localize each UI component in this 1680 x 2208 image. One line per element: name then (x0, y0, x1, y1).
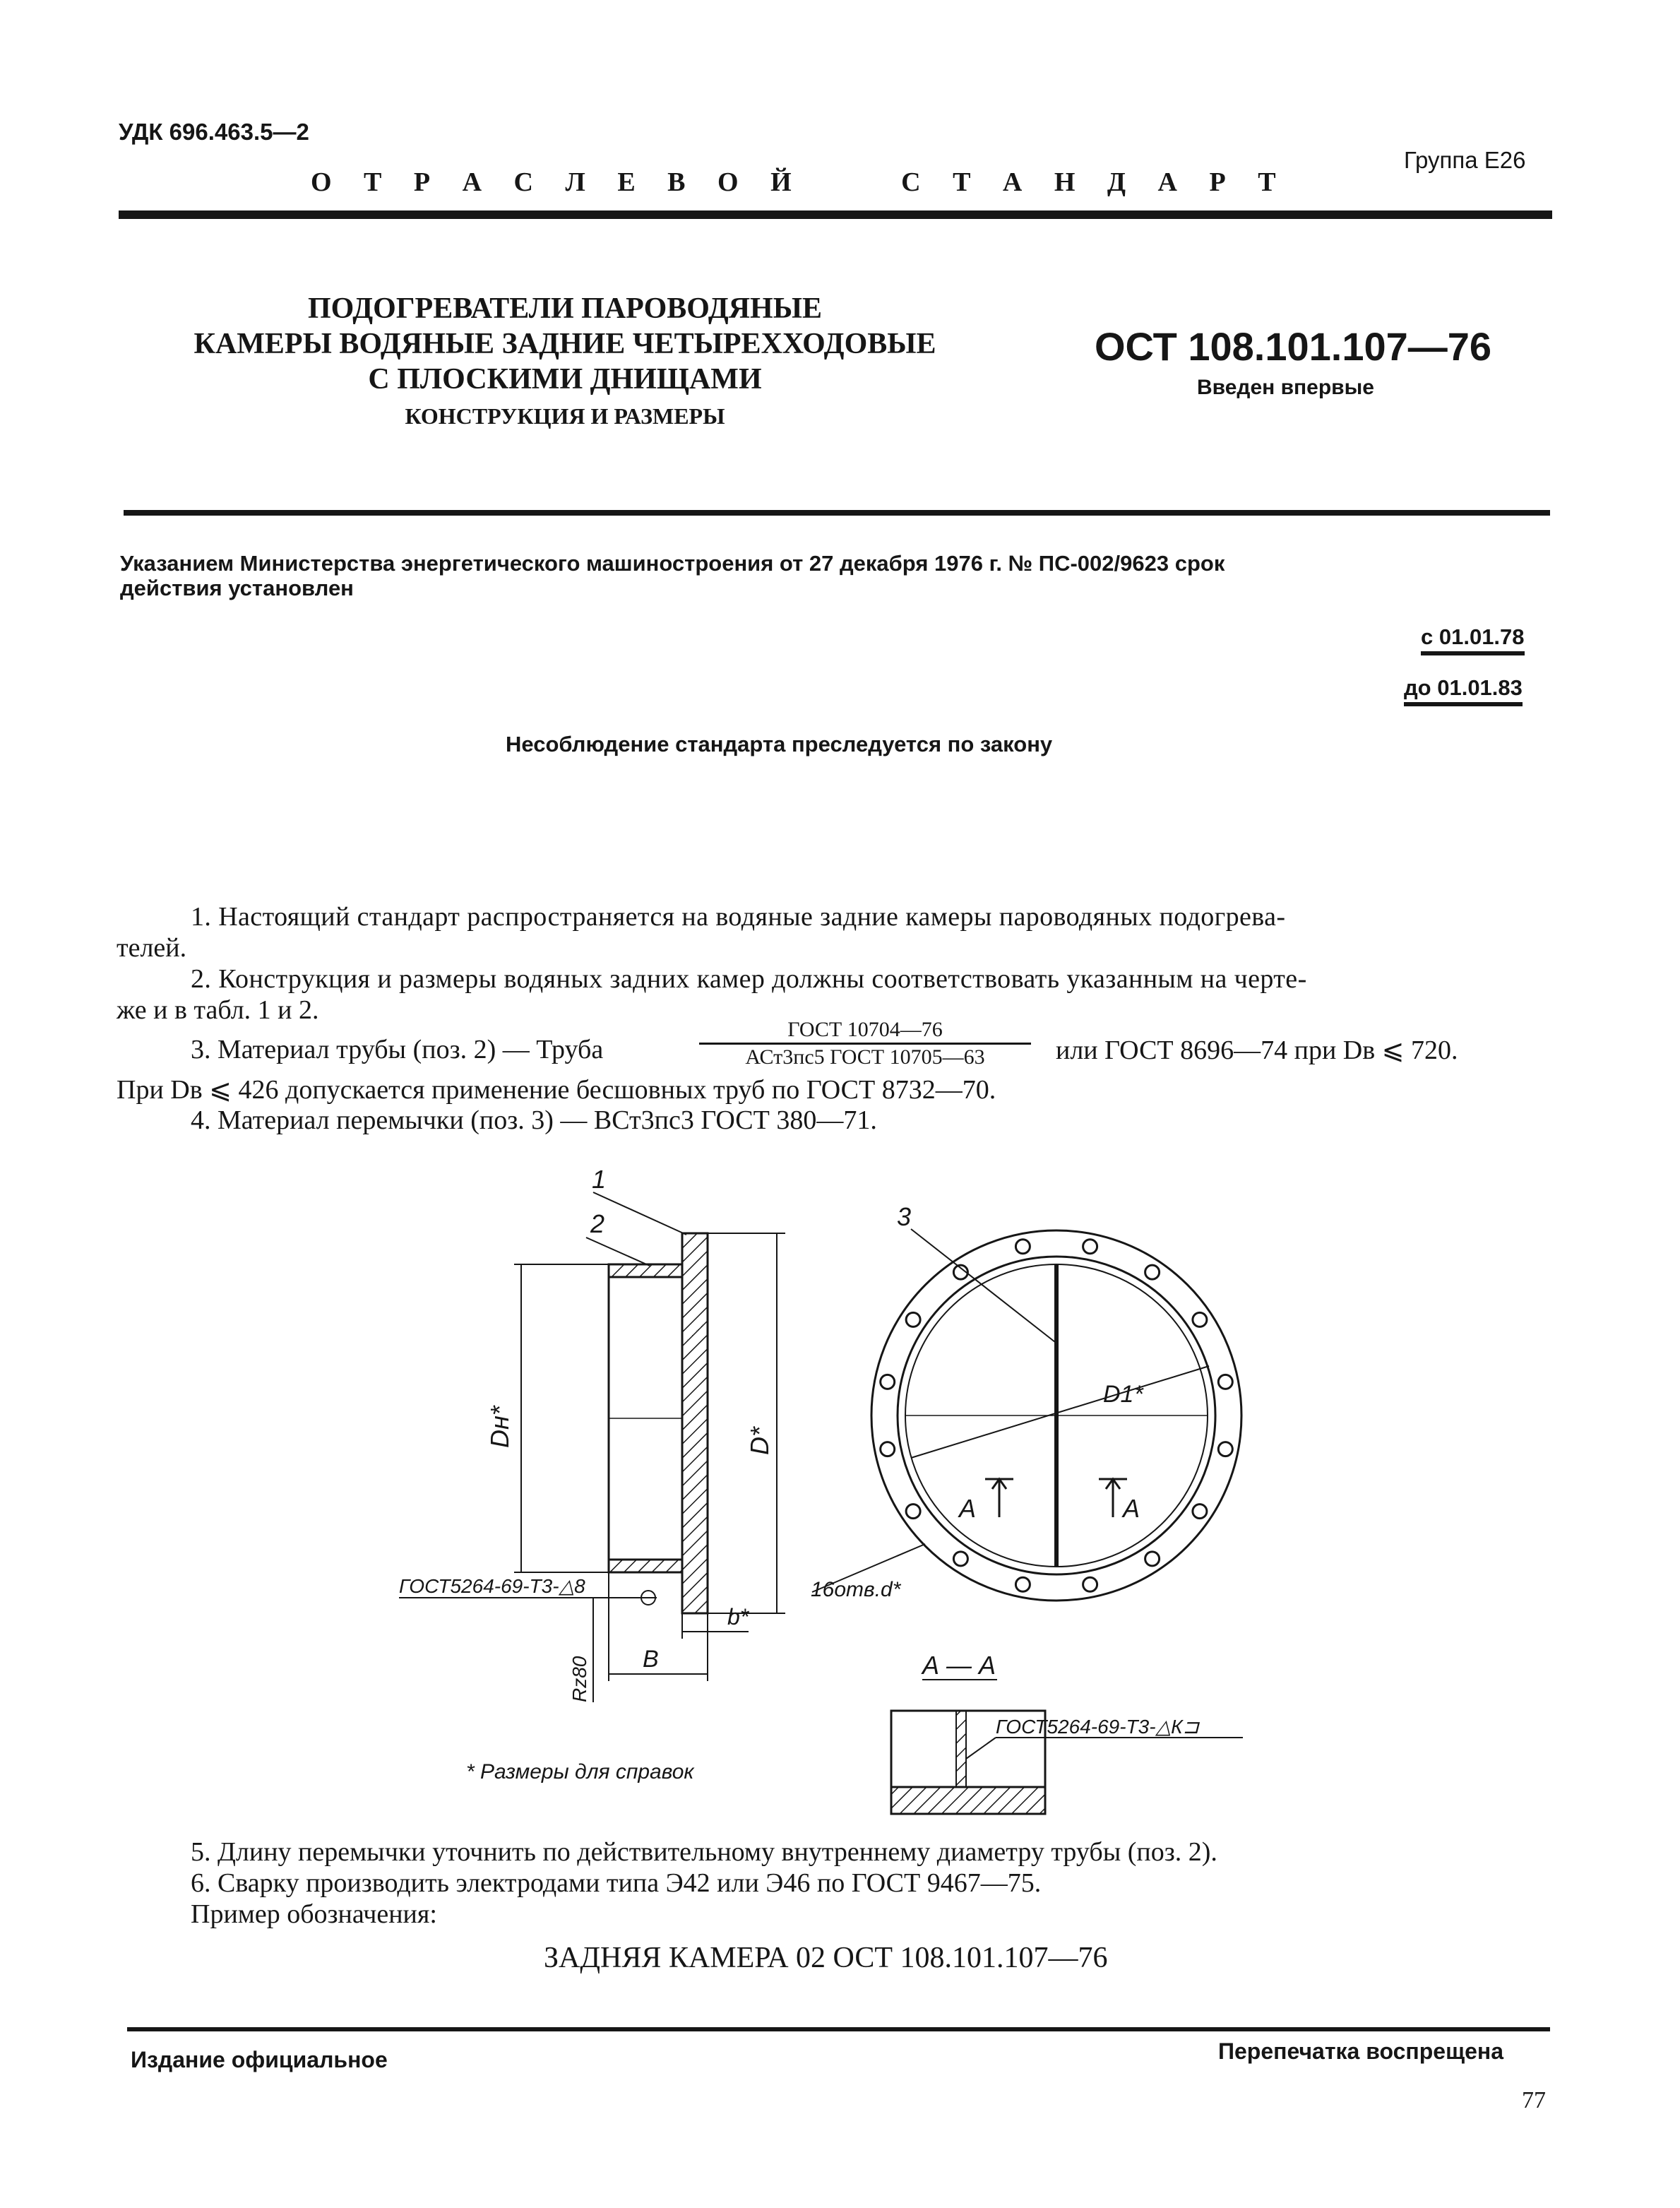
paragraph-1a: 1. Настоящий стандарт распространяется на водяные задние камеры пароводяных подогрева- (191, 902, 1286, 932)
bolt-hole (1193, 1312, 1207, 1326)
paragraph-3b: При Dв ⩽ 426 допускается применение бесшовных труб по ГОСТ 8732—70. (117, 1075, 996, 1105)
paragraph-3-pre: 3. Материал трубы (поз. 2) — Труба (191, 1035, 604, 1064)
weld2-label: ГОСТ5264-69-Т3-△К⊐ (996, 1716, 1200, 1738)
footer-rule (127, 2027, 1550, 2031)
front-view (812, 1229, 1241, 1601)
weld1-label: ГОСТ5264-69-Т3-△8 (399, 1575, 585, 1597)
bolt-hole (1193, 1504, 1207, 1519)
example-label: Пример обозначения: (191, 1899, 437, 1929)
drawing-note: * Размеры для справок (466, 1760, 694, 1783)
standard-number: ОСТ 108.101.107—76 (1095, 324, 1492, 369)
udk-code: УДК 696.463.5—2 (119, 119, 309, 145)
fraction-denominator: АСт3пс5 ГОСТ 10705—63 (745, 1045, 985, 1069)
bolt-hole (1083, 1577, 1097, 1591)
title-line-2: КАМЕРЫ ВОДЯНЫЕ ЗАДНИЕ ЧЕТЫРЕХХОДОВЫЕ (193, 328, 936, 360)
decree-line-2: действия установлен (120, 576, 354, 600)
section-plate (891, 1787, 1045, 1814)
bolt-hole (1015, 1577, 1030, 1591)
decree-line-1: Указанием Министерства энергетического машиностроения от 27 декабря 1976 г. № ПС-002/9623 срок (120, 551, 1225, 576)
law-notice: Несоблюдение стандарта преследуется по закону (506, 732, 1053, 756)
bolt-hole (906, 1312, 920, 1326)
bolt-hole (1218, 1375, 1232, 1389)
section-a-left: А (959, 1494, 977, 1523)
holes-label: 16отв.d* (811, 1578, 901, 1601)
bolt-hole (1145, 1265, 1160, 1279)
bolt-hole (906, 1504, 920, 1519)
pos2-label: 2 (590, 1209, 605, 1238)
footer-right: Перепечатка воспрещена (1218, 2038, 1503, 2064)
rz-label: Rz80 (568, 1656, 590, 1702)
example-designation: ЗАДНЯЯ КАМЕРА 02 ОСТ 108.101.107—76 (544, 1942, 1108, 1974)
page-number: 77 (1522, 2087, 1546, 2113)
side-view-labels (399, 1165, 774, 1783)
introduced-note: Введен впервые (1197, 376, 1374, 399)
paragraph-5: 5. Длину перемычки уточнить по действительному внутреннему диаметру трубы (поз. 2). (191, 1837, 1217, 1867)
group-code: Группа Е26 (1404, 147, 1526, 173)
pipe-wall-top (609, 1264, 682, 1277)
banner-title: О Т Р А С Л Е В О Й С Т А Н Д А Р Т (311, 167, 1289, 197)
bolt-hole (1015, 1240, 1030, 1254)
section-title: А — А (922, 1651, 996, 1680)
bolt-hole (881, 1375, 895, 1389)
bolt-hole (1218, 1442, 1232, 1456)
pos1-label: 1 (592, 1165, 607, 1194)
paragraph-2a: 2. Конструкция и размеры водяных задних камер должны соответствовать указанным на черте- (191, 964, 1307, 994)
weld2-leader (966, 1738, 996, 1759)
paragraph-6: 6. Сварку производить электродами типа Э42 или Э46 по ГОСТ 9467—75. (191, 1868, 1042, 1898)
leader-pos2 (586, 1237, 650, 1266)
fraction-numerator: ГОСТ 10704—76 (699, 1017, 1031, 1045)
section-a-right: А (1123, 1494, 1140, 1523)
footer-left: Издание официальное (131, 2047, 388, 2072)
title-line-1: ПОДОГРЕВАТЕЛИ ПАРОВОДЯНЫЕ (308, 292, 822, 325)
paragraph-3-post: или ГОСТ 8696—74 при Dв ⩽ 720. (1056, 1035, 1458, 1065)
leader-pos1 (593, 1192, 686, 1235)
b-label: В (643, 1646, 659, 1673)
paragraph-1b: телей. (117, 933, 187, 963)
bolt-hole (953, 1552, 967, 1566)
bolt-hole (1083, 1240, 1097, 1254)
d1-dimension-line (911, 1366, 1209, 1458)
paragraph-4: 4. Материал перемычки (поз. 3) — ВСт3пс3 ГОСТ 380—71. (191, 1105, 877, 1135)
pipe-wall-bottom (609, 1560, 682, 1572)
d1-label: D1* (1103, 1381, 1143, 1408)
bolt-hole (881, 1442, 895, 1456)
title-line-4: КОНСТРУКЦИЯ И РАЗМЕРЫ (405, 403, 725, 429)
dh-label: Dн* (485, 1406, 514, 1448)
d-label: D* (745, 1426, 774, 1455)
section-view (891, 1680, 1243, 1814)
valid-from: с 01.01.78 (1421, 624, 1525, 655)
pos3-label: 3 (897, 1202, 912, 1231)
section-bar (956, 1711, 966, 1787)
bottom-plate (682, 1233, 708, 1613)
paragraph-2b: же и в табл. 1 и 2. (117, 995, 319, 1025)
title-line-3: С ПЛОСКИМИ ДНИЩАМИ (368, 363, 762, 396)
b-small-label: b* (727, 1604, 749, 1630)
bolt-hole (1145, 1552, 1160, 1566)
valid-to: до 01.01.83 (1404, 675, 1523, 706)
